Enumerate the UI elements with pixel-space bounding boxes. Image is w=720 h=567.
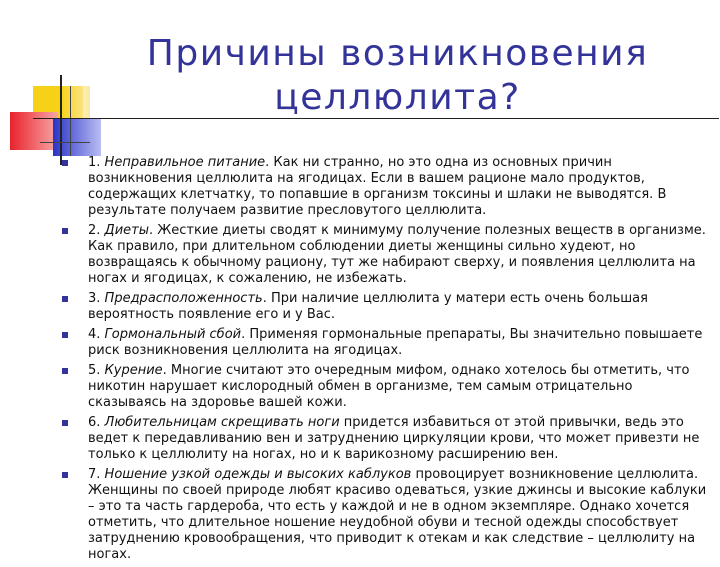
list-item [62,467,712,563]
bullet-icon [62,472,68,478]
bullet-icon [62,332,68,338]
item-number: 6. [88,415,105,430]
item-number: 2. [88,223,105,238]
decor-horizontal-line-short [40,142,90,143]
decor-vertical-line [60,75,62,165]
bullet-icon [62,228,68,234]
decor-vertical-line-thin [70,86,71,156]
slide-title: Причины возникновения целлюлита? [146,33,649,118]
bullet-icon [62,160,68,166]
item-text: . При наличие целлюлита у матери есть очень большая вероятность появление его и у Вас. [88,291,648,322]
item-term: Любительницам скрещивать ноги [104,415,340,430]
item-text: . Многие считают это очередным мифом, однако хотелось бы отметить, что никотин нарушает кислородный обмен в организме, тем самым отрицательно сказываясь на здоровье вашей кожи. [88,363,690,410]
item-text: . Жесткие диеты сводят к минимуму получение полезных веществ в организме. Как правило, при длительном соблюдении диеты женщины сильно худеют, но возвращаясь к обычному рациону, тут же набирают сверху, и появления целлюлита на ногах и ягодицах, к сожалению, не избежать. [88,223,706,286]
bullet-icon [62,368,68,374]
item-number: 7. [88,467,105,482]
bullet-icon [62,420,68,426]
item-term: Ношение узкой одежды и высоких каблуков [104,467,412,482]
item-number: 4. [88,327,105,342]
item-number: 5. [88,363,105,378]
bullet-icon [62,296,68,302]
item-term: Гормональный сбой [104,327,242,342]
list-item [62,415,712,463]
item-text: провоцирует возникновение целлюлита. Женщины по своей природе любят красиво одеваться, узкие джинсы и высокие каблуки – это та часть гардероба, что есть у каждой и не в одном экземпляре. Однако хочется отметить, что длительное ношение неудобной обуви и тесной одежды способствует затруднению кровообращения, что приводит к отекам и как следствие – целлюлиту на ногах. [88,467,707,562]
item-text: придется избавиться от этой привычки, ведь это ведет к передавливанию вен и затруднению циркуляции крови, что может привезти не только к целлюлиту на ногах, но и к варикозному расширению вен. [88,415,700,462]
list-item [62,223,712,287]
item-text: . Как ни странно, но это одна из основных причин возникновения целлюлита на ягодицах. Если в вашем рационе мало продуктов, содержащих клетчатку, то попавшие в организм токсины и шлаки не выводятся. В результате получаем развитие пресловутого целлюлита. [88,155,667,218]
list-item [62,363,712,411]
item-number: 1. [88,155,105,170]
cause-list [62,155,712,567]
list-item [62,155,712,219]
item-term: Неправильное питание [104,155,266,170]
item-number: 3. [88,291,105,306]
item-term: Диеты [104,223,149,238]
item-term: Курение [104,363,163,378]
item-term: Предрасположенность [104,291,263,306]
item-text: . Применяя гормональные препараты, Вы значительно повышаете риск возникновения целлюлита на ягодицах. [88,327,703,358]
list-item [62,291,712,323]
list-item [62,327,712,359]
